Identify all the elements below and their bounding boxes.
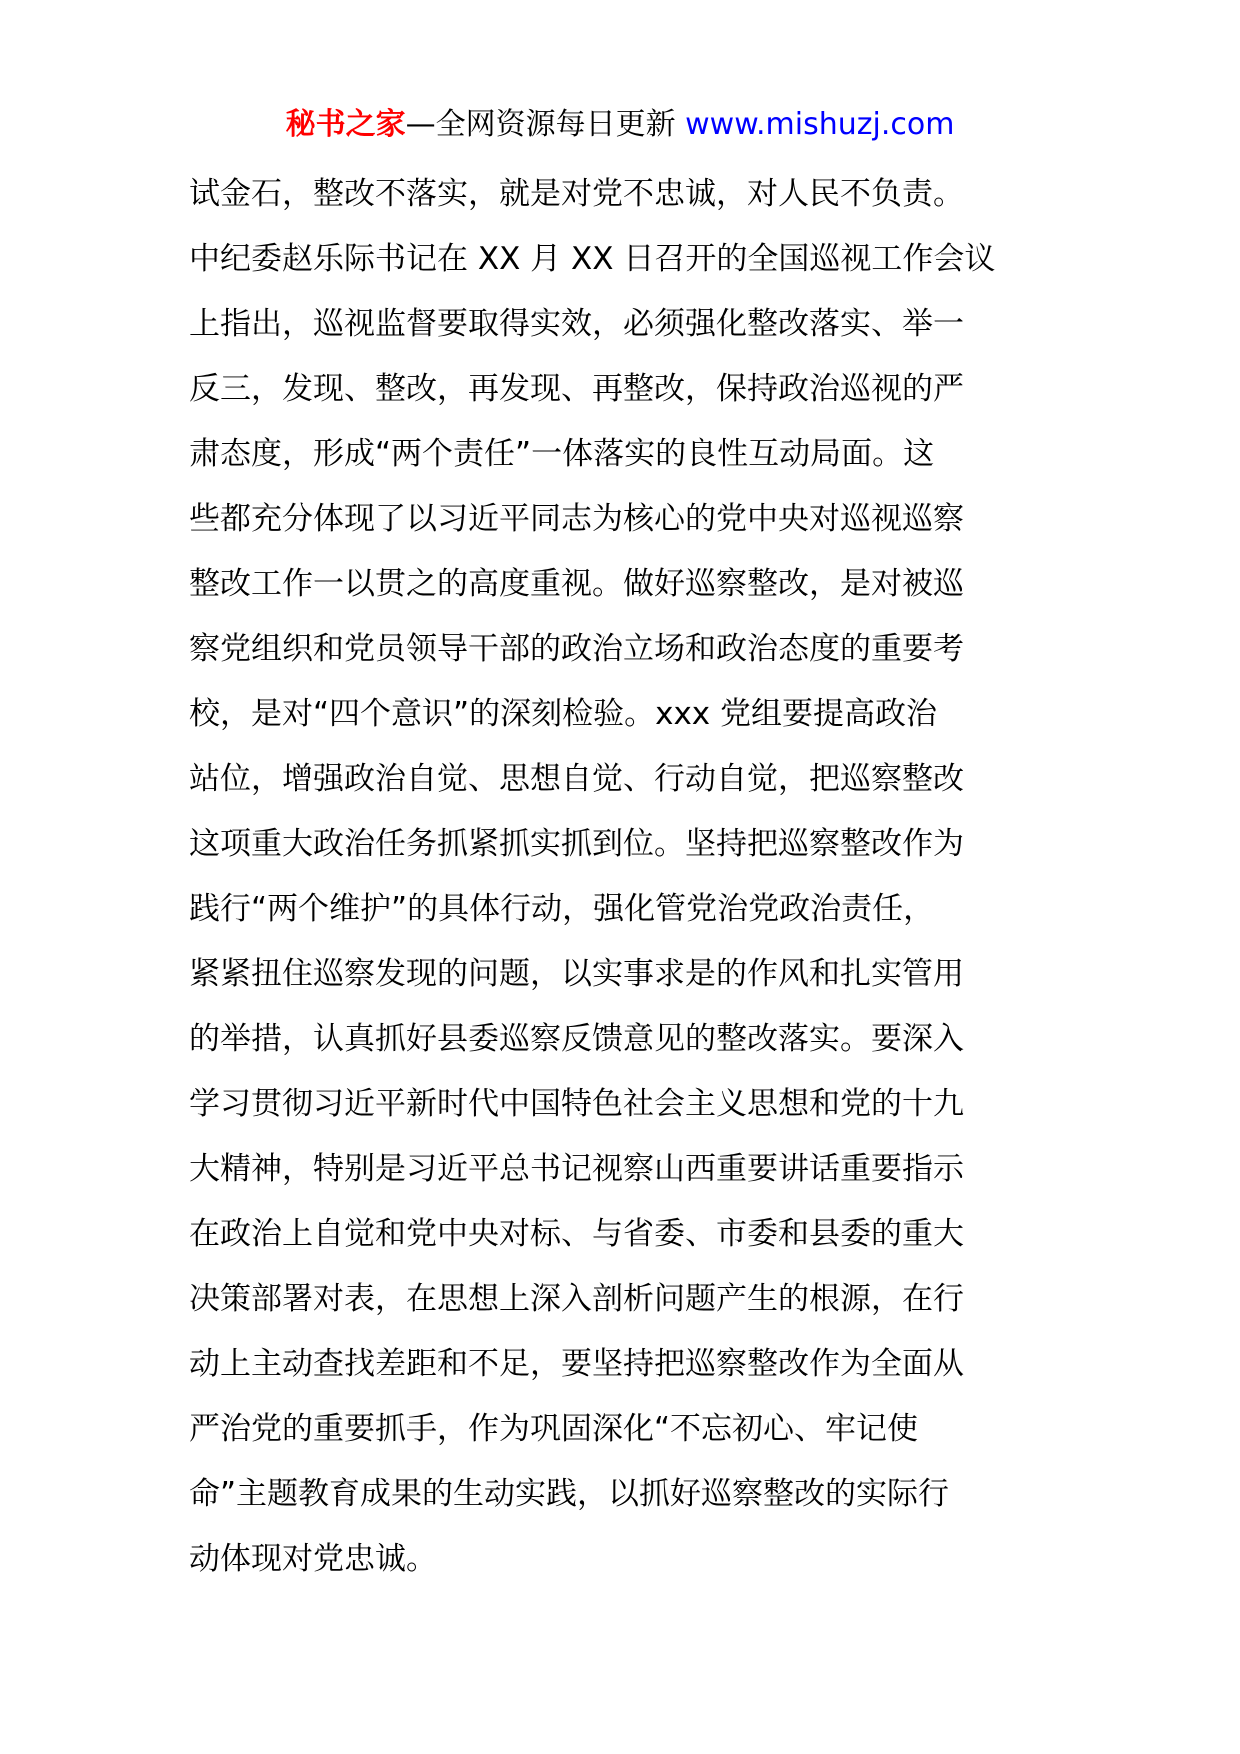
page-header	[0, 100, 1240, 150]
text-line: 的举措，认真抓好县委巡察反馈意见的整改落实。要深入	[189, 1021, 964, 1057]
text-line: 大精神，特别是习近平总书记视察山西重要讲话重要指示	[189, 1151, 964, 1187]
text-line: 践行“两个维护”的具体行动，强化管党治党政治责任，	[189, 891, 935, 927]
text-line: 紧紧扭住巡察发现的问题，以实事求是的作风和扎实管用	[189, 956, 964, 992]
header-tagline: —全网资源每日更新	[405, 107, 676, 142]
text-line: 校，是对“四个意识”的深刻检验。xxx 党组要提高政治	[189, 696, 938, 732]
text-line: 严治党的重要抓手，作为巩固深化“不忘初心、牢记使	[189, 1411, 919, 1447]
text-line: 试金石，整改不落实，就是对党不忠诚，对人民不负责。	[189, 176, 964, 212]
text-line: 察党组织和党员领导干部的政治立场和政治态度的重要考	[189, 631, 964, 667]
brand-name: 秘书之家	[285, 107, 406, 142]
text-line: 肃态度，形成“两个责任”一体落实的良性互动局面。这	[189, 436, 935, 472]
text-line: 学习贯彻习近平新时代中国特色社会主义思想和党的十九	[189, 1086, 964, 1122]
text-line: 这项重大政治任务抓紧抓实抓到位。坚持把巡察整改作为	[189, 826, 964, 862]
text-line: 动上主动查找差距和不足，要坚持把巡察整改作为全面从	[189, 1346, 964, 1382]
text-line: 命”主题教育成果的生动实践，以抓好巡察整改的实际行	[189, 1476, 950, 1512]
document-body	[189, 162, 1059, 1592]
text-line: 中纪委赵乐际书记在 XX 月 XX 日召开的全国巡视工作会议	[189, 241, 996, 277]
text-line: 动体现对党忠诚。	[189, 1541, 437, 1577]
text-line: 站位，增强政治自觉、思想自觉、行动自觉，把巡察整改	[189, 761, 964, 797]
text-line: 上指出，巡视监督要取得实效，必须强化整改落实、举一	[189, 306, 964, 342]
website-link[interactable]: www.mishuzj.com	[685, 107, 955, 142]
text-line: 整改工作一以贯之的高度重视。做好巡察整改，是对被巡	[189, 566, 964, 602]
text-line: 在政治上自觉和党中央对标、与省委、市委和县委的重大	[189, 1216, 964, 1252]
text-line: 些都充分体现了以习近平同志为核心的党中央对巡视巡察	[189, 501, 964, 537]
text-line: 决策部署对表，在思想上深入剖析问题产生的根源，在行	[189, 1281, 964, 1317]
text-line: 反三，发现、整改，再发现、再整改，保持政治巡视的严	[189, 371, 964, 407]
